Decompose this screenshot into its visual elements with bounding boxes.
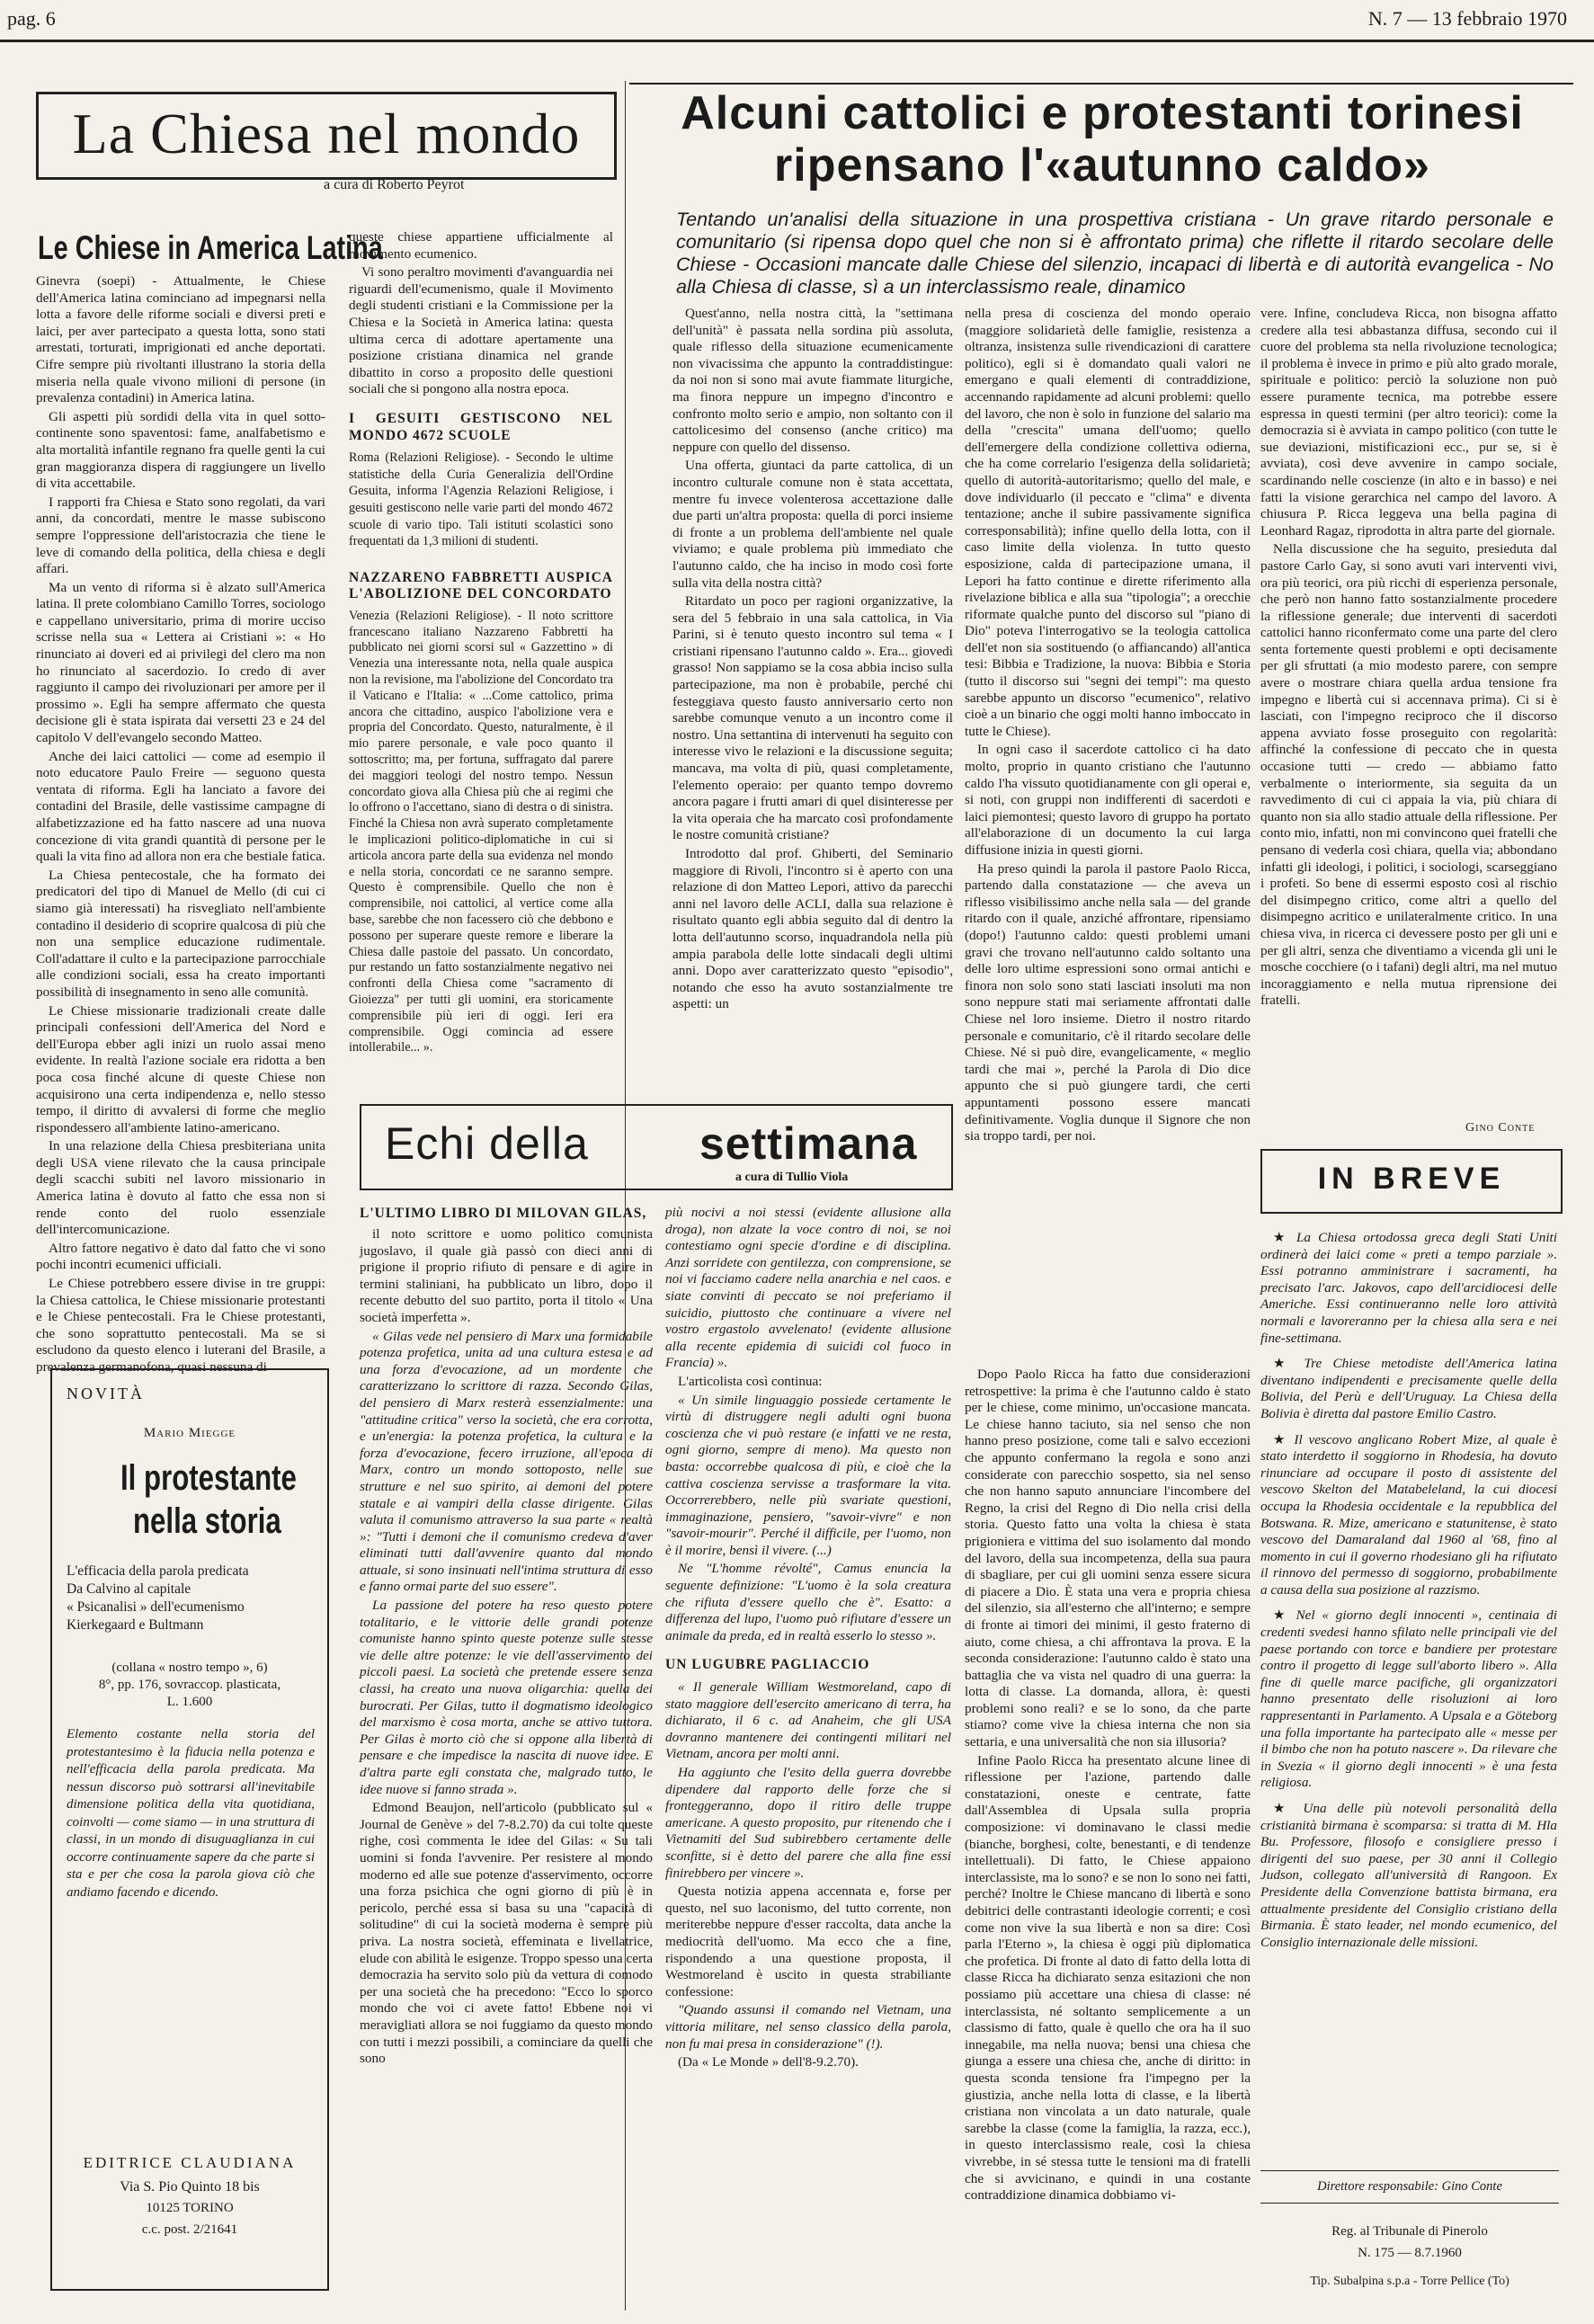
- paragraph: « Gilas vede nel pensiero di Marx una formidabile potenza profetica, unita ad una cultura estesa e ad una forza d'evocazione, ad un mordente che caratterizzano lo scrittore di razza. Secondo Gilas, del pensiero di Marx resterà essenzialmente: una "attitudine critica" verso la società, che era corrotta, e un'energia: la potenza profetica, la cultura e la forza d'evocazione, fecero irruzione, all'epoca di Marx, contro un mondo sottoposto, nelle sue strutture e nel suo spirito, ai demoni del potere statale e ai vampiri della classe dirigente. Gilas valuta il comunismo attraverso la sua parte « realtà »: "Tutti i demoni che il comunismo credeva d'aver eliminati tutti dall'avvenire quanto dal mondo attuale, si sono insinuati nell'intima struttura di esso e fanno ormai parte del suo essere".: [360, 1328, 653, 1595]
- paragraph: vere. Infine, concludeva Ricca, non bisogna affatto credere alla tesi abbastanza diffusa, secondo cui il cuore del problema sta nella rivoluzione tecnologica; il problema è invece in primo e più alto grado morale, spirituale e politico: perciò la soluzione non può essere puramente tecnica, ma potrebbe essere espressa in questi termini (per altro teorici): come la democrazia si è avviata in campo politico (con tutte le sue deviazioni, mistificazioni ecc., pur se, si è avviata), così deve avvenire in campo sociale, scardinando nelle coscienze (in alto e in basso) e nei fatti la visione gerarchica nel campo del lavoro. A chiusura P. Ricca leggeva una bella pagina di Leonhard Ragaz, riprodotta in altra parte del giornale.: [1260, 306, 1557, 539]
- novita-title-2: nella storia: [133, 1501, 281, 1541]
- director-line: Direttore responsabile: Gino Conte: [1317, 2179, 1502, 2194]
- paragraph: Introdotto dal prof. Ghiberti, del Seminario maggiore di Rivoli, l'incontro si è aperto con una relazione di don Matteo Lepori, attivo da parecchi anni nel lavoro delle ACLI, dalla sua relazione è risultato quanto egli abbia seguito dal di dentro la lotta dell'autunno scorso, inquadrandola nella più ampia parabola delle lotte sindacali degli ultimi anni. Dopo aver caratterizzato questo "episodio", notando che esso ha avuto sostanzialmente tre aspetti: un: [672, 846, 953, 1012]
- novita-author: Mario Miegge: [143, 1426, 236, 1440]
- paragraph: Ha preso quindi la parola il pastore Paolo Ricca, partendo dalla constatazione — che aveva un riflesso visibilissimo anche nella sala — del grande ritardo con il quale, anziché affrontare, ripensiamo (dopo!) l'autunno caldo: questi problemi umani gravi che trovano nell'autunno caldo soltanto una delle loro ultime espressioni sono ormai antichi e finora non solo sono stati lasciati insoluti ma non sono neppure stati mai seriamente affrontati dalle Chiese nel loro insieme. Dietro il nostro ritardo personale e comunitario, c'è il ritardo secolare delle Chiese. Né si può dire, evangelicamente, « meglio tardi che mai », perché la Parola di Dio dice appunto che si può giungere tardi, che certi appuntamenti possono essere mancati definitivamente. Voglia dunque il Signore che non sia troppo tardi, per noi.: [965, 860, 1251, 1144]
- novita-ad-box: [50, 1368, 329, 2291]
- paragraph: "Quando assunsi il comando nel Vietnam, una vittoria militare, nel senso classico della parola, non fu mai presa in considerazione" (!).: [665, 2002, 951, 2052]
- author-signature: Gino Conte: [1465, 1121, 1536, 1135]
- paragraph: Venezia (Relazioni Religiose). - Il noto scrittore francescano italiano Nazzareno Fabbretti ha pubblicato nei giorni scorsi sul « Gazzettino » di Venezia una interessante nota, nella quale auspica non la revisione, ma l'abolizione del Concordato tra il Vaticano e l'Italia: « ...Come cattolico, prima ancora che cittadino, auspico l'abolizione vera e propria del Concordato. Questo, naturalmente, è il mio parere personale, e vale poco quanto il sottoscritto; ma, per fortuna, suffragato dal parere dei maggiori teologi del nostro tempo. Nessun concordato giova alla Chiesa più che ai regimi che lo offrono o l'accettano, siano di destra o di sinistra. Finché la Chiesa non avrà superato completamente le implicazioni politico-diplomatiche in cui si articola ancora parte della sua evidenza nel mondo e nella storia, concordati ce ne saranno sempre. Questo è comprensibile. Quello che non è comprensibile, noi cattolici, al vertice come alla base, sarebbe che non facessero ciò che debbono e possono per superare queste remore e liberare la Chiesa dalle pastoie del passato. Un concordato, pur restando un fatto sostanzialmente negativo nei confronti della Chiesa come "sacramento di Gioiezza" per tutti gli uomini, era storicamente comprensibile più ieri di oggi. Ieri era comprensibile. Oggi comincia ad essere intollerabile... ».: [349, 608, 613, 1055]
- paragraph: Ha aggiunto che l'esito della guerra dovrebbe dipendere dal rapporto delle forze che si fronteggeranno, dopo il ritiro delle truppe americane. A questo proposito, pur ritenendo che i Vietnamiti del Sud subirebbero certamente delle sconfitte, si è detto del parere che alla fine essi finirebbero per vincere ».: [665, 1765, 951, 1881]
- subhead-gilas: L'ULTIMO LIBRO DI MILOVAN GILAS,: [360, 1206, 647, 1221]
- news-item: ★ Una delle più notevoli personalità della cristianità birmana è scomparsa: si tratta di M. Hla Bu. Professore, filosofo e consigliere presso i dirigenti del suo paese, per 30 anni il Collegio Judson, collegato all'università di Rangoon. Ex Presidente della Convenzione battista birmana, era attualmente presidente del Consiglio cristiano della Birmania. È stato leader, nel mondo ecumenico, del Consiglio internazionale delle missioni.: [1260, 1801, 1557, 1950]
- headline-top-rule: [629, 83, 1573, 85]
- paragraph: In una relazione della Chiesa presbiteriana unita degli USA viene rilevato che la causa principale degli scacchi subiti nel lavoro missionario in America latina è dovuto al fatto che essa non si rende conto del ruolo essenziale dell'intercomunicazione.: [36, 1138, 325, 1238]
- paragraph: Questa notizia appena accennata e, forse per questo, nel suo laconismo, del tutto corrente, non meriterebbe neppure d'esser raccolta, data anche la mediocrità dell'uomo. Ma ecco che a fine, rispondendo a una questione proposta, il Westmoreland è uscito in questa strabiliante confessione:: [665, 1883, 951, 1999]
- star-icon: ★: [1273, 1607, 1296, 1624]
- issue-date: N. 7 — 13 febbraio 1970: [1367, 7, 1567, 30]
- star-icon: ★: [1273, 1230, 1296, 1245]
- paragraph: La passione del potere ha reso questo potere totalitario, e le vittorie delle grandi potenze comuniste hanno spinto queste potenze sulle stesse vie delle altre potenze: le vie dell'asservimento dei piccoli paesi. La società che pretende essere senza classi, ha creato una nuova oligarchia: quella dei burocrati. Per Gilas, tutto il dogmatismo ideologico del marxismo è cosa morta, anche se attivo tuttora. Per Gilas è morto ciò che si oppone alla libertà di pensare e che impedisce la nascita di nuove idee. E d'altra parte egli constata che, malgrado tutto, le idee nuove si fanno strada ».: [360, 1598, 653, 1797]
- paragraph: Altro fattore negativo è dato dal fatto che vi sono pochi incontri ecumenici ufficiali.: [36, 1240, 325, 1273]
- paragraph: il noto scrittore e uomo politico comunista jugoslavo, il quale già passò con dieci anni di prigione il proprio rifiuto di pensare e di agire in termini staliniani, ha pubblicato un libro, dopo il recente debutto del suo partito, porta il titolo « Una società imperfetta ».: [360, 1226, 653, 1325]
- section-masthead-box: [36, 92, 617, 180]
- paragraph: Infine Paolo Ricca ha presentato alcune linee di riflessione per l'azione, partendo dalle constatazioni, oneste e centrate, fatte dall'Assemblea di Upsala sulla propria composizione: vi dominavano le classi medie (bianche, borghesi, colte, benestanti, e di tendenze intellettuali). Di fatto, le Chiese appaiono interclassiste, ma lo sono? e se non lo sono nei fatti, perché? Inoltre le Chiese mancano di libertà e sono debitrici delle contrastanti ideologie correnti; e così come non vive la sua libertà e non sa dire: Così parla l'Eterno », la chiesa è oggi più diplomatica che profetica. Di fronte al dato di fatto della lotta di classe Ricca ha dichiarato senza esitazioni che non possiamo più accettare una chiesa di classe: né interclassista, né soltanto semplicemente a un classismo di fatto, quale è quello che ora ha il suo innegabile, ma nella nuova; bensi una chiesa che giunga a essere una chiesa che, anche di diritto: in questa sconda tensione fra l'impegno per la giustizia, anche nella lotta di classe, e la libertà cristiana non vincolata a un dato naturale, quale sarebbe la classe (come la famiglia, la razza, ecc.), in questo interclassismo reale, così la chiesa vivrebbe, in sé stessa tutte le tensioni ma di fratelli che si avvicinano, e quindi in una costante contraddizione dinamica dobbiamo vi-: [965, 1752, 1251, 2204]
- subhead-gesuiti: I GESUITI GESTISCONO NEL MONDO 4672 SCUOLE: [349, 410, 613, 443]
- paragraph: Vi sono peraltro movimenti d'avanguardia nei riguardi dell'ecumenismo, quale il Movimento degli studenti cristiani e la Commissione per la Chiesa e la Società in America latina: questa ultima cerca di adottare apertamente una posizione cristiana dinamica nel grande dibattito in corso a proposito delle questioni sociali che si pongono alla nostra epoca.: [349, 264, 613, 397]
- in-breve-title: IN BREVE: [1317, 1162, 1506, 1196]
- novita-subtitle: L'efficacia della parola predicata Da Calvino al capitale « Psicanalisi » dell'ecumenismo Kierkegaard e Bultmann: [67, 1563, 249, 1633]
- main-headline-line-2: ripensano l'«autunno caldo»: [774, 139, 1430, 191]
- paragraph: Anche dei laici cattolici — come ad esempio il noto educatore Paulo Freire — seguono questa ventata di riforma. Egli ha lanciato a favore dei contadini del Brasile, delle vastissime campagne di alfabetizzazione ed ha fatto nascere ad una nuova concezione di vita grandi quantità di persone per le quali la vita fino ad allora non era che bestiale fatica.: [36, 748, 325, 865]
- news-item: ★ Il vescovo anglicano Robert Mize, al quale è stato interdetto il soggiorno in Rhodesia, ha dovuto rinunciare ad occupare il posto di assistente del vescovo Skelton del Matabeleland, la cui diocesi occupa la Rhodesia occidentale e la repubblica del Botswana. R. Mize, americano e statunitense, è stato vescovo del Damaraland dal 1960 al '68, fino al momento in cui il governo rhodesiano gli ha rifiutato il rinnovo del permesso di soggiorno, probabilmente a causa della sua posizione al razzismo.: [1260, 1431, 1557, 1598]
- publisher-postal-account: c.c. post. 2/21641: [141, 2222, 238, 2237]
- paragraph: Ma un vento di riforma si è alzato sull'America latina. Il prete colombiano Camillo Torres, sociologo e cappellano universitario, prima di morire ucciso scrisse nella sua « Lettera ai Cristiani »: « Ho rinunciato ai doveri ed ai privilegi del clero ma non ho rinunciato al sacerdozio. Io credo di aver raggiunto il campo dei rivoluzionari per amore per il prossimo ». Egli ha sempre affermato che questa decisione gli è stata ispirata dai versetti 23 e 24 del capitolo V dell'evangelo secondo Matteo.: [36, 579, 325, 746]
- colophon-rule: [1260, 2203, 1559, 2204]
- paragraph: Ne "L'homme révolté", Camus enuncia la seguente definizione: "L'uomo è la sola creatura che rifiuta d'essere quello che è". Esatto: a differenza del lupo, l'uomo può rifiutare d'essere un animale da preda, ed in realtà esserlo lo stesso ».: [665, 1561, 951, 1643]
- chiesa-column-1: [36, 273, 325, 1375]
- in-breve-box: [1260, 1149, 1563, 1214]
- novita-series: (collana « nostro tempo », 6) 8°, pp. 176, sovraccop. plasticata, L. 1.600: [98, 1661, 281, 1709]
- echi-title-a: Echi della: [385, 1118, 589, 1169]
- paragraph: nella presa di coscienza del mondo operaio (maggiore solidarietà delle famiglie, resistenza a oltranza, insistenza sulle rivendicazioni di carattere politico), egli si è domandato quali valori ne emergano e quali elementi di contraddizione, accennando rapidamente ad alcuni problemi: quello del lavoro, che non è solo in funzione del salario ma della "crescita" umana dell'uomo; quello dell'emergere della condizione collettiva odierna, che ha come correlario l'esigenza della solidarietà; quello di autorità-autoritarismo; quello del male, e dove individuarlo (il peccato e "clima" e diventa tentazione; anche il subire passivamente significa corresponsabilità); infine quello della lotta, con il caso limite della violenza. In tutto questo esposizione, calda di partecipazione umana, il Lepori ha fatto continue e dirette riferimento alla rivelazione biblica e alla sua "tipologia"; a orecchie riformate qualche punto del discorso sul "piano di Dio" poteva l'interrogativo se la teologia cattolica dell'et non sia sostituendo (o affiancando) all'antica tesi: Bibbia e Tradizione, la nuova: Bibbia e Storia (tutto il discorso sui "segni dei tempi": ma questo sarebbe appunto un discorso "ecumenico", relativo cioè a un binario che oggi molti hanno imboccato in tutte le Chiese).: [965, 306, 1251, 739]
- paragraph: Dopo Paolo Ricca ha fatto due considerazioni retrospettive: la prima è che l'autunno caldo è stato per le chiese, come minimo, un'occasione mancata. Le chiese hanno taciuto, sia nel senso che non hanno preso posizione, come tali e salvo eccezioni che appunto confermano la regola e sono anzi considerate con parecchio sospetto, sia nel senso che non hanno saputo annunciare l'incombere del Regno, la crisi del Regno di Dio nella crisi della storia. Questo fatto una volta la chiesa è stata prigioniera e vittima del suo isolamento dal mondo del lavoro, della sua incompetenza, della sua paura di sbagliare, per cui gli uomini senza essere sicura di piacere a Dio. È stata una vera e propria chiesa del silenzio, sia all'esterno che all'interno; e sempre di fronte ai timori dei minimi, il gesto fraterno di aiuto, come chiesa, a chi affrontava la prova. E la seconda considerazione: l'autunno caldo è stato una battaglia che va vista nel quadro di una guerra: la lotta di classe. La domanda, allora, è: questi problemi sono reali? e se lo sono, da che parte stiamo? come vive la chiesa interna che non sia settaria, e una universalità che non sia illusoria?: [965, 1367, 1251, 1750]
- publisher-name: EDITRICE CLAUDIANA: [83, 2154, 297, 2171]
- paragraph: La Chiesa pentecostale, che ha formato dei predicatori del tipo di Manuel de Mello (di cui ci siamo già interessati) ha risvegliato nell'ambiente contadino il desiderio di scoprire qualcosa di più che non una semplice educazione rudimentale. Coll'adattare il culto e la partecipazione parrocchiale alle condizioni sociali, essa ha creato importanti possibilità di insegnamento in seno alle comunità.: [36, 867, 325, 1000]
- main-headline-line-1: Alcuni cattolici e protestanti torinesi: [681, 87, 1524, 139]
- page-number: pag. 6: [7, 7, 56, 30]
- paragraph: L'articolista così continua:: [678, 1373, 823, 1389]
- section-editor: a cura di Roberto Peyrot: [324, 177, 465, 192]
- registration-line: Reg. al Tribunale di Pinerolo: [1331, 2224, 1488, 2239]
- header-rule: [0, 40, 1594, 42]
- printer-line: Tip. Subalpina s.p.a - Torre Pellice (To): [1310, 2275, 1509, 2288]
- news-item: ★ Tre Chiese metodiste dell'America latina diventano indipendenti e precisamente quelle della Bolivia, del Perù e dell'Uruguay. La Chiesa della Bolivia è diretta dal pastore Emilio Castro.: [1260, 1356, 1557, 1421]
- news-item: ★ Nel « giorno degli innocenti », centinaia di credenti svedesi hanno sfilato nelle principali vie del paese portando con torce e bandiere per protestare contro il progetto di legge sull'aborto libero ». Alla fine di quelle marce pacifiche, gli organizzatori hanno presentato delle risoluzioni ai loro rappresentanti in Parlamento. A Upsala e a Göteborg una folla importante ha partecipato alle « messe per il bimbo che non ha potuto nascere ». Da rilevare che in Svezia « il giorno degli innocenti » è una festa religiosa.: [1260, 1607, 1557, 1791]
- chiesa-column-2: [349, 229, 613, 1164]
- paragraph: Edmond Beaujon, nell'articolo (pubblicato sul « Journal de Genève » del 7-8.2.70) da cui tolte queste righe, così commenta le idee del Gilas: « Su tali uomini si fonda l'avvenire. Per resistere al mondo moderno ed alle sue potenze d'asservimento, occorre una forza psichica che ogni giorno di più è in pericolo, perché essa si basa su una "capacità di solitudine" di cui la società moderna è sempre più priva. La nostra società, effeminata e livellatrice, elude con abilità le esigenze. Troppo spesso una certa democrazia ha servito solo più da vettura di comodo per una società che ha precedono: "Ecco lo sporco mondo che voi ci avete fatto! Ebbene noi vi meravigliati allora se noi fuggiamo da questo mondo con tutti i mezzi possibili, a cominciare da quelli che sono: [360, 1800, 653, 2067]
- paragraph: Quest'anno, nella nostra città, la "settimana dell'unità" è passata nella sordina più assoluta, quale riflesso della situazione ecumenicamente non vivacissima che appunto la contraddistingue: da noi non si sono mai avute fiammate liturgiche, ma finora neppure un impegno d'incontro e confronto molto serio e ampio, non soltanto con il cattolicesimo del consenso (anche critico) ma neppure con quello del dissenso.: [672, 306, 953, 455]
- paragraph: Le Chiese potrebbero essere divise in tre gruppi: la Chiesa cattolica, le Chiese missionarie protestanti e le Chiese pentecostali. Fra le Chiese protestanti, che sono soprattutto pentecostali. Ma se si escludono da questo elenco i luterani del Brasile, a prevalenza germanofona, quasi nessuna di: [36, 1276, 325, 1375]
- section-title: La Chiesa nel mondo: [72, 102, 581, 165]
- paragraph: I rapporti fra Chiesa e Stato sono regolati, da vari anni, da concordati, mentre le masse subiscono sempre l'oppressione dell'aristocrazia che tiene le leve di comando della politica, della chiesa e degli affari.: [36, 494, 325, 577]
- paragraph: più nocivi a noi stessi (evidente allusione alla droga), non alzate la voce contro di noi, se noi contestiamo ogni specie d'ordine e di disciplina. Anzi sorridete con gentilezza, con comprensione, se noi vi facciamo cadere nella anarchia e nel caos. e siate convinti di peccato se noi preferiamo il suicidio, piuttosto che continuare a vivere nel vostro ergastolo avvelenato! (evidente allusione alla recente epidemia di suicidi col fuoco in Francia) ».: [665, 1205, 951, 1371]
- article-title: Le Chiese in America Latina: [38, 229, 383, 266]
- echi-column-2: [665, 1205, 951, 2311]
- novita-title-1: Il protestante: [120, 1458, 297, 1498]
- novita-label: NOVITÀ: [67, 1385, 145, 1402]
- echi-column-1: [360, 1205, 653, 2311]
- echi-masthead-box: [360, 1104, 953, 1190]
- registration-number: N. 175 — 8.7.1960: [1358, 2246, 1462, 2260]
- paragraph: Nella discussione che ha seguito, presieduta dal pastore Carlo Gay, si sono avuti vari interventi vivi, ora più teorici, ora più ricchi di esperienza personale, che però non hanno fatto sostanzialmente procedere la riflessione generale; due interventi di sacerdoti cattolici hanno riconfermato come una parte del clero senta fortemente questi problemi e opti decisamente per gli sfruttati (a mio modesto parere, con sempre avere o mostrare chiara quella ardua tensione fra impegno e libertà cui si accennava prima). Ci si è lasciati, con l'impegno reciproco che il discorso appena avviato fosse proseguito con regolarità: affinché la confessione di peccato che in questa occasione tutti — credo — abbiamo fatto verbalmente o interiormente, sia seguita da un ravvedimento di cui ci appaia la via, più chiara di quanto non sia allo stadio attuale della riflessione. Per conto mio, infatti, non mi convincono quei fratelli che pensano di vederla così chiara, quella via; abbondano infatti gli ideologi, i politici, i sociologi, scarseggiano i profeti. So bene di essermi esposto così al rischio del disimpegno critico, come altri a quello del disimpegno acritico e unilateralmente critico. In una chiesa viva, in ricerca ci devessere posto per gli uni e per gli altri, senza che diventiamo a vicenda gli uni le mosche cocchiere (o i tafani) degli altri, ma nel mutuo incoraggiamento e nella mutua riprensione dei fratelli.: [1260, 541, 1557, 1009]
- paragraph: Gli aspetti più sordidi della vita in quel sotto-continente sono spaventosi: fame, analfabetismo e alta mortalità infantile regnano fra quelle genti la cui gran maggioranza dispera di raggiungere un livello di vita accettabile.: [36, 408, 325, 492]
- publisher-city: 10125 TORINO: [146, 2201, 234, 2215]
- echi-title-b: settimana: [699, 1118, 918, 1169]
- paragraph: Le Chiese missionarie tradizionali create dalle principali confessioni dell'America del Nord e dell'Europa ebber agli inizi un ruolo assai meno evidente. In realtà l'azione sociale era ridotta a ben poca cosa finché alcune di queste Chiese non acquisirono una certa indipendenza e, nello stesso tempo, il diritto di avvalersi di forme che meglio rispondessero all'ambiente latino-americano.: [36, 1002, 325, 1135]
- paragraph: « Il generale William Westmoreland, capo di stato maggiore dell'esercito americano di terra, ha dichiarato, il 6 c. ad Anaheim, che gli USA dovranno mantenere dei contingenti militari nel Vietnam, ancora per molti anni.: [665, 1679, 951, 1762]
- main-standfirst: Tentando un'analisi della situazione in una prospettiva cristiana - Un grave ritardo personale e comunitario (si ripensa dopo quel che non si è affrontato prima) che riflette il ritardo secolare delle Chiese - Occasioni mancate dalle Chiese del silenzio, incapaci di libertà e di autorità evangelica - No alla Chiesa di classe, sì a un interclassismo reale, dinamico: [676, 209, 1554, 298]
- paragraph: In ogni caso il sacerdote cattolico ci ha dato molto, proprio in quanto cristiano che l'autunno caldo l'ha vissuto quotidianamente con gli operai e, si noti, con gruppi non indifferenti di sacerdoti e laici piemontesi; questo lavoro di gruppo ha portato all'elaborazione di un documento la cui larga diffusione inizia in questi giorni.: [965, 742, 1251, 858]
- torinesi-column-2: [965, 306, 1251, 1358]
- colophon-rule: [1260, 2170, 1559, 2171]
- paragraph: (Da « Le Monde » dell'8-9.2.70).: [678, 2054, 859, 2070]
- novita-blurb: Elemento costante nella storia del protestantesimo è la fiducia nella potenza e nell'efficacia della parola predicata. Ma nessun discorso può sottrarsi all'inevitabile dimensione politica della vita quotidiana, coinvolti — come siamo — in una struttura di classi, in un mondo di disuguaglianza in cui occorre continuamente sapere da che parte si sta e per che cosa la parola giova ciò che andiamo facendo e dicendo.: [67, 1727, 315, 1900]
- in-breve-column: [1260, 1230, 1557, 2151]
- torinesi-column-1: [672, 306, 953, 1097]
- star-icon: ★: [1273, 1431, 1295, 1447]
- torinesi-column-3: [1260, 306, 1557, 1119]
- paragraph: « Un simile linguaggio possiede certamente le virtù di distruggere negli adulti ogni buona coscienza che vi può restare (e infatti ve ne resta, ogni giorno, sempre di meno). Ma questo non basta: occorrebbe qualcosa di più, e cioè che la cattiva coscienza servisse a trasformare la vita. Occorrerebbero, nelle più svariate questioni, immaginazione, pensiero, "savoir-vivre" e non "savoir-mourir". Perché il difficile, per l'uomo, non è il morire, bensì il vivere. (...): [665, 1392, 951, 1558]
- paragraph: Roma (Relazioni Religiose). - Secondo le ultime statistiche della Curia Generalizia dell'Ordine Gesuita, informa l'Agenzia Relazioni Religiose, i gesuiti gestiscono nelle varie parti del mondo 4672 scuole di vario tipo. Tali istituti scolastici sono frequentati da 1,3 milioni di studenti.: [349, 450, 613, 549]
- echi-column-3: [965, 1367, 1251, 2311]
- star-icon: ★: [1273, 1801, 1304, 1816]
- paragraph: queste chiese appartiene ufficialmente al movimento ecumenico.: [349, 229, 613, 262]
- subhead-fabbretti: NAZZARENO FABBRETTI AUSPICA L'ABOLIZIONE DEL CONCORDATO: [349, 569, 613, 602]
- paragraph: Ginevra (soepi) - Attualmente, le Chiese dell'America latina cominciano ad impegnarsi nella lotta a favore delle riforme sociali e diversi preti e laici, per aver partecipato a questa lotta, sono stati arrestati, torturati, imprigionati ed anche deportati. Cifre sempre più rivoltanti illustrano la storia della miseria nella quale vivono milioni di persone (in prevalenza contadini) in America latina.: [36, 273, 325, 406]
- star-icon: ★: [1273, 1356, 1305, 1372]
- echi-editor: a cura di Tullio Viola: [735, 1171, 849, 1184]
- news-item: ★ La Chiesa ortodossa greca degli Stati Uniti ordinerà dei laici come « preti a tempo parziale ». Essi potranno amministrare i sacramenti, ha precisato l'arc. Jakovos, capo dell'arcidiocesi delle Americhe. Essi continueranno nelle loro attività normali e lavoreranno per la chiesa alla sera e nei fine-settimana.: [1260, 1230, 1557, 1346]
- paragraph: Una offerta, giuntaci da parte cattolica, di un incontro culturale comune non è stata accettata, mentre fu invece volenterosa accettazione dalle due parti un'altra proposta: quella di porci insieme di fronte a un problema dell'ambiente nel quale viviamo; e quale problema più immediato che l'autunno caldo, che ha inciso in modo così forte sulla vita della nostra città?: [672, 458, 953, 591]
- paragraph: Ritardato un poco per ragioni organizzative, la sera del 5 febbraio in una sala cattolica, in Via Parini, si è tenuto questo incontro sul tema « I cristiani ripensano l'autunno caldo ». Era... giovedì grasso! Non sappiamo se la cosa abbia inciso sulla partecipazione, ma non è probabile, perché chi festeggiava questo fausto anniversario certo non sarebbe comunque venuto a un incontro come il nostro. Una settantina di intervenuti ha seguito con interesse vivo le relazioni e la discussione seguita; mancava, ma volta di più, quasi completamente, l'elemento operaio: per quanto tempo dovremo ancora pagare i frutti amari di quel disinteresse per la vita operaia che ha marcato così profondamente le nostre comunità cristiane?: [672, 593, 953, 843]
- publisher-address: Via S. Pio Quinto 18 bis: [120, 2179, 260, 2195]
- subhead-pagliaccio: UN LUGUBRE PAGLIACCIO: [665, 1657, 870, 1673]
